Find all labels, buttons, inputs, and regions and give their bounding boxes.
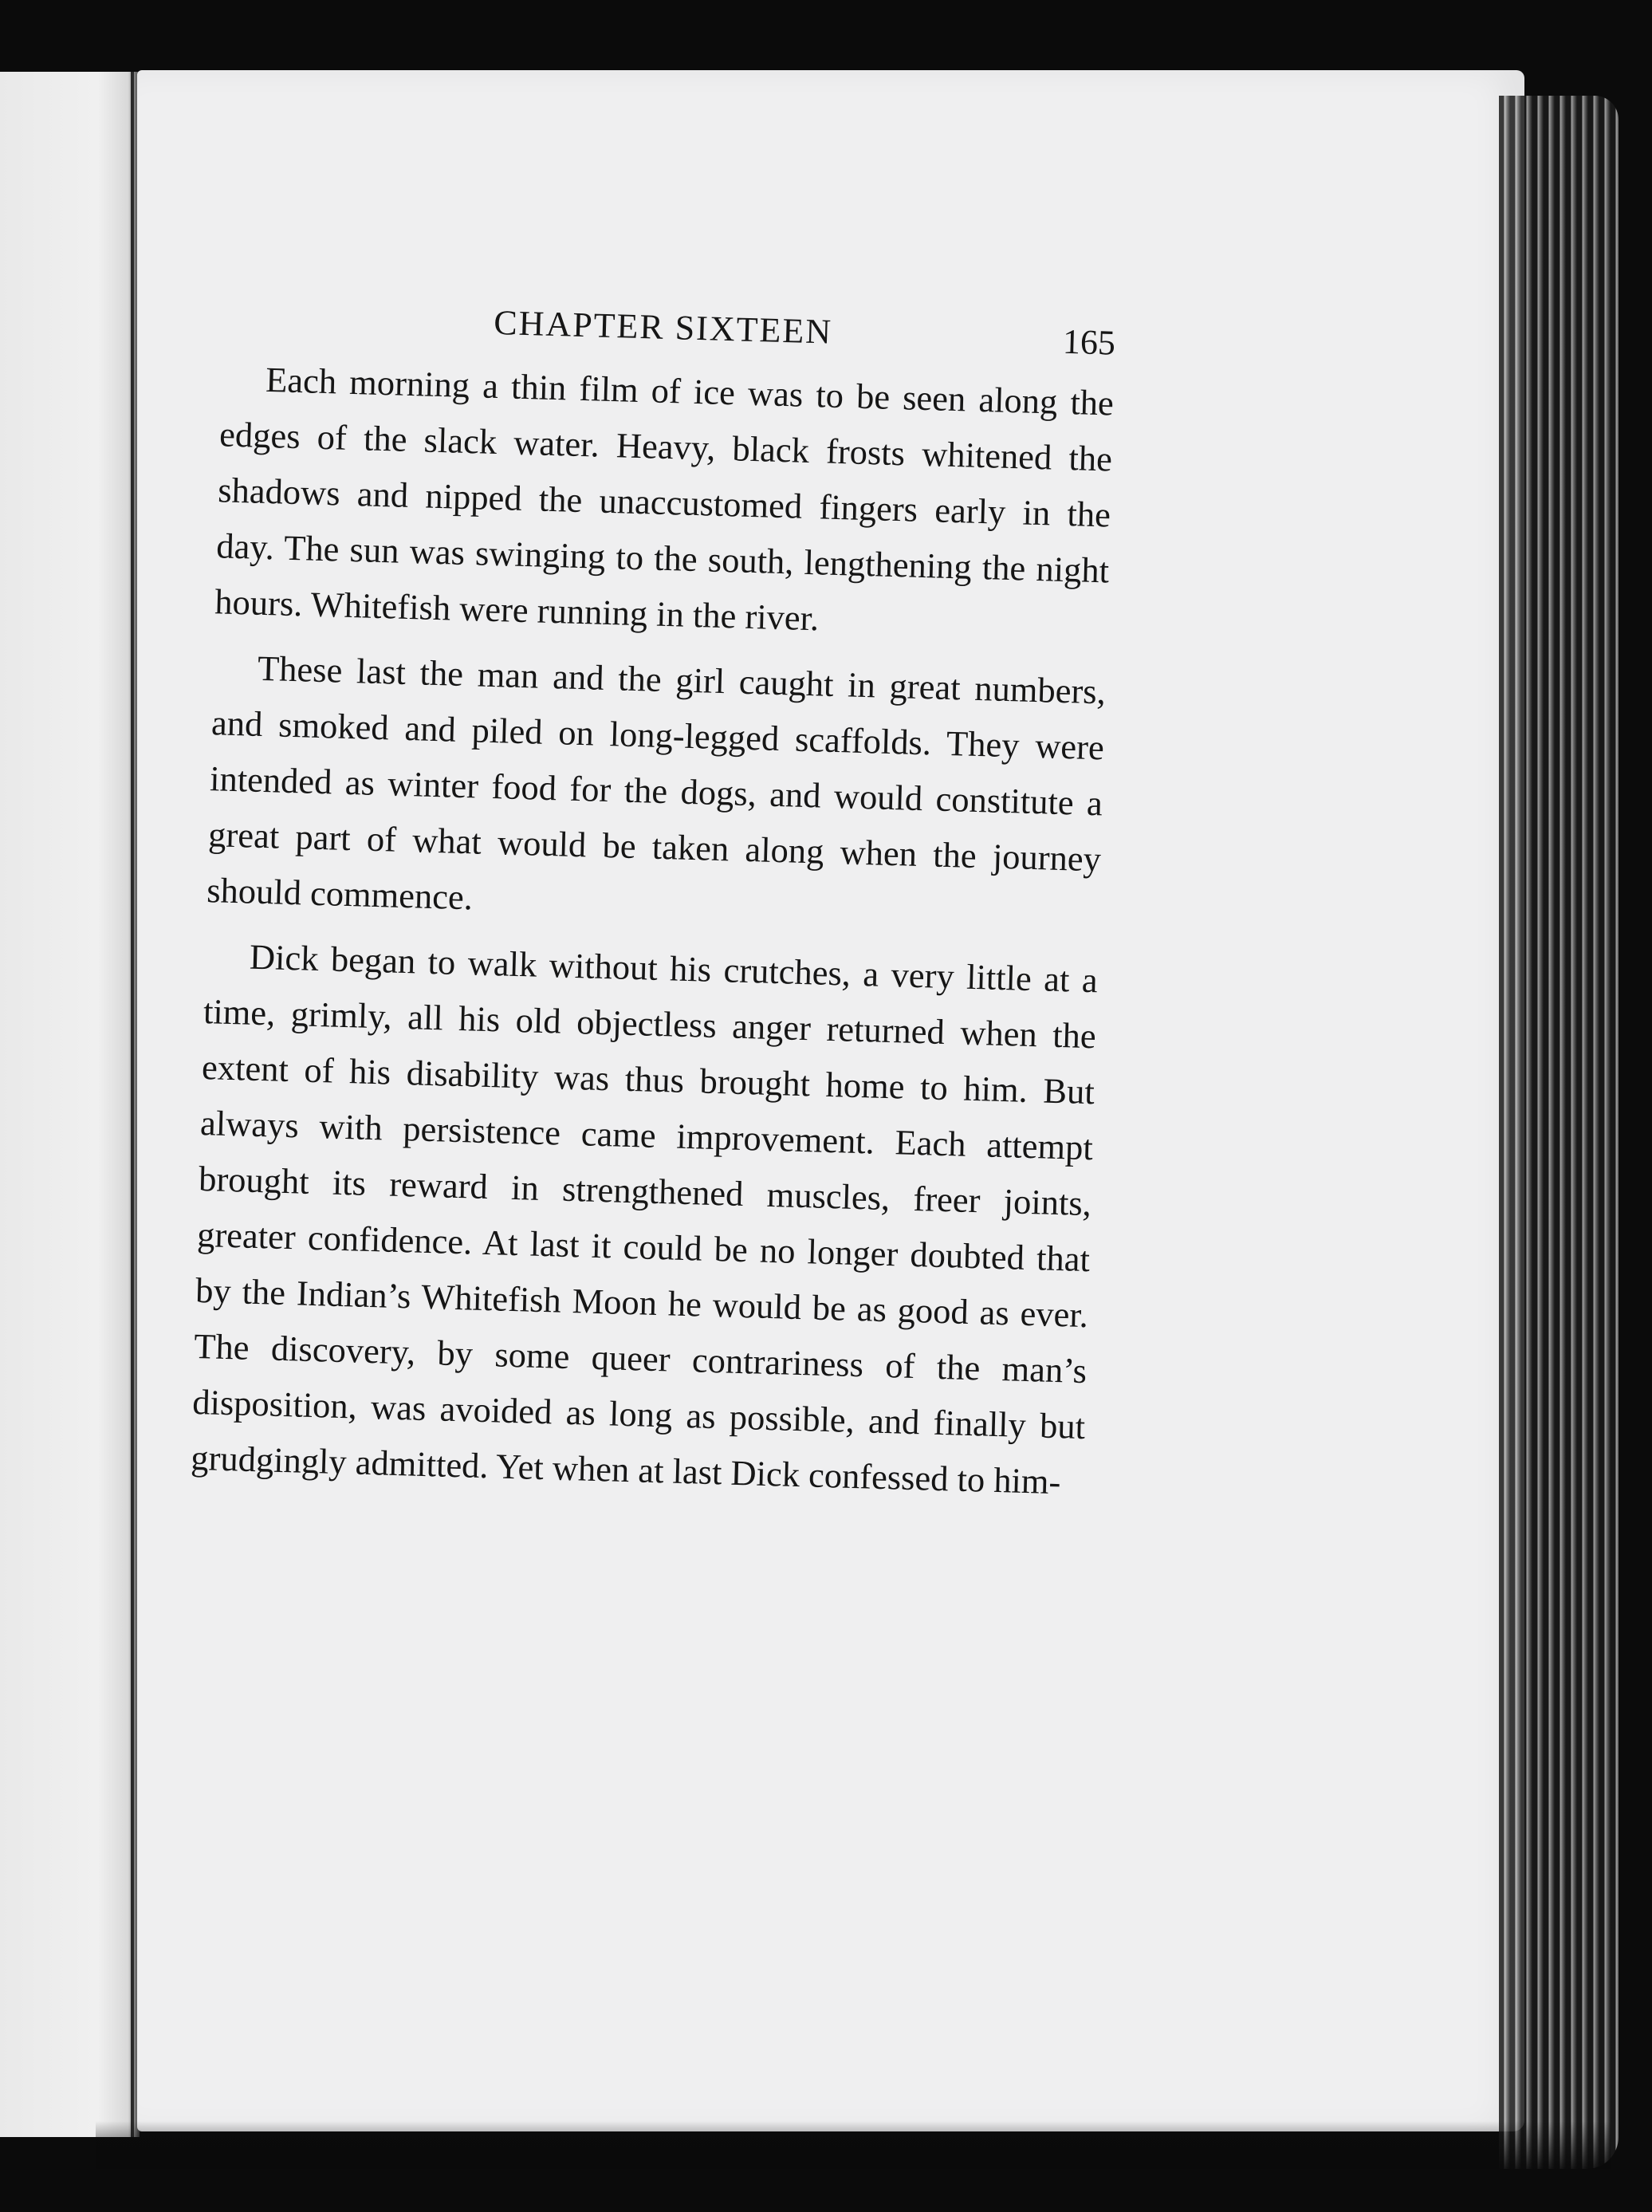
page-bottom-shadow bbox=[96, 2121, 1611, 2169]
gutter bbox=[131, 72, 134, 2137]
page-number: 165 bbox=[1062, 321, 1116, 363]
page-fore-edge bbox=[1499, 96, 1619, 2169]
paragraph-1: Each morning a thin film of ice was to be seen along the edges of the slack water. Heavy, black frosts whitened the shadows and nipped the unaccustomed fingers early in the day. The sun was swinging to the south, lengthening the night hours. Whitefish were running in the river. bbox=[214, 359, 1115, 639]
paragraph-2: These last the man and the girl caught in great numbers, and smoked and piled on long-legged scaffolds. They were intended as winter food for the dogs, and would constitute a great part of what would be taken along when the journey should commence. bbox=[206, 647, 1107, 918]
left-page-edge bbox=[0, 72, 140, 2137]
text-block bbox=[190, 294, 1116, 1520]
chapter-title: CHAPTER SIXTEEN bbox=[493, 302, 833, 352]
paragraph-3: Dick began to walk without his crutches, a very little at a time, grimly, all his old objectless anger returned when the extent of his disability was thus brought home to him. But always with persistence came improvement. Each attempt brought its reward in strengthened muscles, freer joints, greater confidence. At last it could be no longer doubted that by the Indian’s Whitefish Moon he would be as good as ever. The discovery, by some queer contrariness of the man’s disposition, was avoided as long as possible, and finally but grudgingly admitted. Yet when at last Dick confessed to him- bbox=[190, 936, 1099, 1502]
